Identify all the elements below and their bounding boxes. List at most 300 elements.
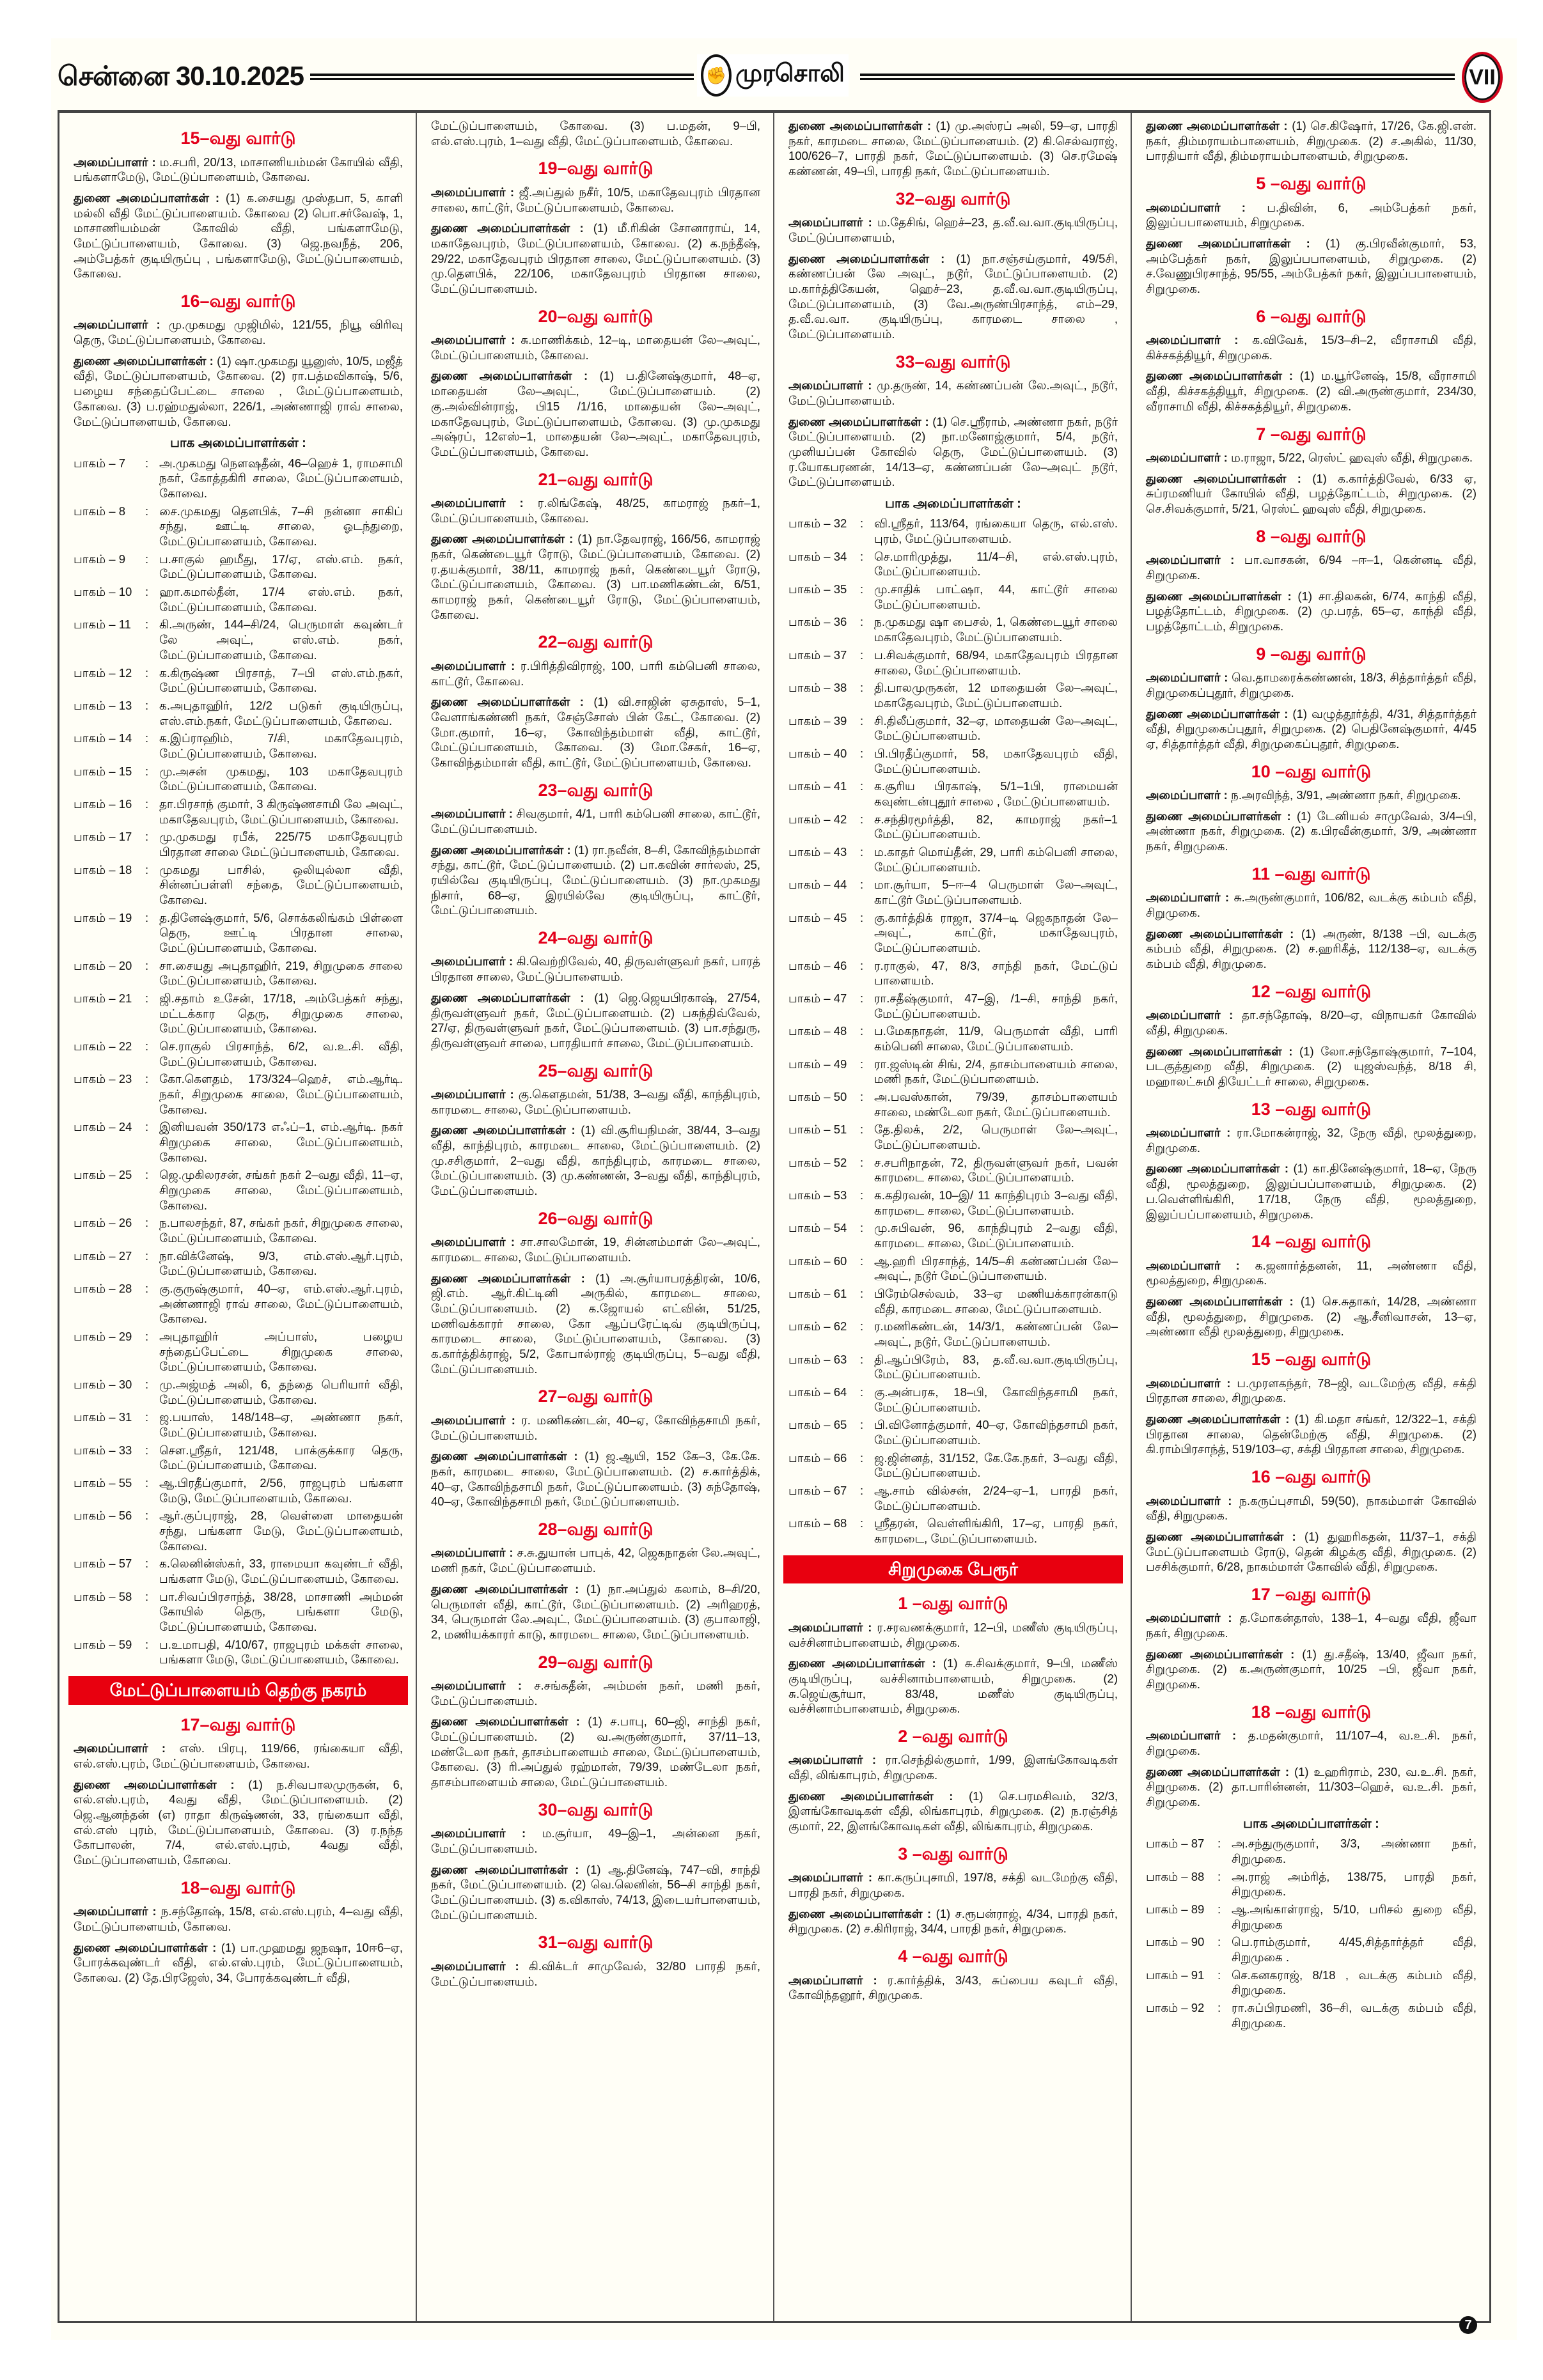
booth-organiser-row — [74, 1508, 403, 1553]
entry-label: துணை அமைப்பாளர்கள் : — [431, 1715, 580, 1729]
organiser-entry — [788, 1752, 1118, 1782]
booth-organiser-details: ப.சிவக்குமார், 68/94, மகாதேவபுரம் பிரதான சாலை, மேட்டுப்பாளையம். — [874, 648, 1118, 677]
entry-label: துணை அமைப்பாளர்கள் : — [1146, 1412, 1290, 1426]
entry-text: (1) நா.சஞ்சய்குமார், 49/5சி, கண்ணப்பன் லே அவுட், நடூர், மேட்டுப்பாளையம். (2) ம.கார்த்திகேயன், ஹெச்–23, த.வீ.வ.வா.குடியிருப்பு, மேட்டுப்பாளையம், (3) வே.அருண்பிரசாந்த், எம்–29, த.வீ.வ.வா. குடியிருப்பு, காரமடை சாலை , மேட்டுப்பாளையம். — [788, 251, 1118, 341]
organiser-entry — [431, 185, 760, 215]
column-4 — [1132, 113, 1489, 2321]
booth-organiser-details: க.லெனின்ஸ்கர், 33, ராமையா கவுண்டர் வீதி, பங்களா மேடு, மேட்டுப்பாளையம், கோவை. — [159, 1557, 403, 1586]
booth-number: பாகம் – 23 — [74, 1072, 132, 1086]
masthead-rule-right — [860, 74, 1455, 80]
ward-heading: 16 –வது வார்டு — [1251, 1466, 1372, 1486]
ward-heading: 32–வது வார்டு — [895, 189, 1011, 208]
booth-number: பாகம் – 18 — [74, 862, 132, 876]
ward-heading: 23–வது வார்டு — [538, 780, 654, 800]
entry-label: அமைப்பாளர் : — [431, 807, 513, 821]
ward-heading: 26–வது வார்டு — [538, 1208, 654, 1228]
entry-text: (1) சு.சிவக்குமார், 9–பி, மணீஸ் குடியிருப்பு, வச்சினாம்பாளையம், சிறுமுகை. (2) சு.ஜெய்சூர்யா, 83/48, மணீஸ் குடியிருப்பு, வச்சினாம்பாளையம், சிறுமுகை. — [788, 1656, 1118, 1716]
entry-label: துணை அமைப்பாளர்கள் : — [431, 695, 584, 709]
booth-organiser-row — [74, 862, 403, 908]
entry-label: அமைப்பாளர் : — [431, 1087, 514, 1101]
entry-label: அமைப்பாளர் : — [431, 1235, 515, 1249]
booth-organiser-details: கி.அருண், 144–சி/24, பெருமாள் கவுண்டர் லே அவுட், எஸ்.எம். நகர், மேட்டுப்பாளையம், கோவை. — [159, 618, 403, 662]
separator: : — [1218, 2001, 1221, 2015]
booth-organiser-details: ப.சாகுல் ஹமீது, 17/ஏ, எஸ்.எம். நகர், மேட்டுப்பாளையம், கோவை. — [159, 552, 403, 581]
deputy-organisers-entry — [788, 118, 1118, 179]
entry-label: அமைப்பாளர் : — [788, 215, 872, 229]
booth-number: பாகம் – 60 — [788, 1254, 847, 1268]
entry-label: துணை அமைப்பாளர்கள் : — [431, 1449, 578, 1463]
entry-text: (1) க.கார்த்திவேல், 6/33 ஏ, சுப்ரமணியர் கோயில் வீதி, பழத்தோட்டம், சிறுமுகை. (2) செ.சிவக்குமார், 5/21, ரெஸ்ட் ஹவுஸ் வீதி, சிறுமுகை. — [1146, 471, 1476, 516]
entry-text: (1) ஷா.முகமது யூனுஸ், 10/5, மஜீத் வீதி, மேட்டுப்பாளையம், கோவை. (2) ரா.பத்மவிகாஷ், 5/6, பழைய சந்தைப்பேட்டை சாலை , மேட்டுப்பாளையம், கோவை. (3) ப.ரஹ்மதுல்லா, 226/1, அண்ணாஜி ராவ் சாலை, மேட்டுப்பாளையம், கோவை. — [74, 354, 403, 428]
entry-text: (1) செ.ஸ்ரீராம், அண்ணா நகர், நடூர் மேட்டுப்பாளையம். (2) நா.மனோஜ்குமார், 5/4, நடூர், முனியப்பன் கோவில் தெரு, மேட்டுப்பாளையம். (3) ர.யோகபரணன், 14/13–ஏ, கண்ணப்பன் லே–அவுட் நடூர், மேட்டுப்பாளையம். — [788, 414, 1118, 489]
ward-heading: 28–வது வார்டு — [538, 1519, 654, 1539]
entry-label: துணை அமைப்பாளர்கள் : — [1146, 706, 1288, 720]
booth-number: பாகம் – 7 — [74, 456, 126, 470]
entry-label: துணை அமைப்பாளர்கள் : — [1146, 1295, 1294, 1309]
booth-number: பாகம் – 9 — [74, 552, 126, 566]
booth-organiser-row — [788, 1089, 1118, 1119]
booth-number: பாகம் – 59 — [74, 1637, 132, 1651]
booth-organiser-details: மு.முகமது ரபீக், 225/75 மகாதேவபுரம் பிரதான சாலை மேட்டுப்பாளையம், கோவை. — [159, 830, 403, 859]
booth-organiser-details: நா.விக்னேஷ், 9/3, எம்.எஸ்.ஆர்.புரம், மேட்டுப்பாளையம், கோவை. — [159, 1248, 403, 1278]
deputy-organisers-entry — [1146, 1294, 1476, 1339]
entry-text: (1) கி.மதா சங்கர், 12/322–1, சக்தி பிரதான சாலை, தென்மேற்கு வீதி, சிறுமுகை. (2) கி.ராம்பிரசாந்த், 519/103–ஏ, சக்தி பிரதான சாலை, சிறுமுகை. — [1146, 1412, 1477, 1456]
booth-number: பாகம் – 65 — [788, 1418, 847, 1432]
deputy-organisers-entry — [1146, 926, 1476, 972]
booth-organiser-details: செ.ராகுல் பிரசாந்த், 6/2, வ.உ.சி. வீதி, மேட்டுப்பாளையம், கோவை. — [159, 1039, 403, 1068]
separator: : — [860, 648, 864, 662]
booth-number: பாகம் – 11 — [74, 618, 131, 632]
booth-organiser-details: கு.குருஷ்குமார், 40–ஏ, எம்.எஸ்.ஆர்.புரம், அண்ணாஜி ராவ் சாலை, மேட்டுப்பாளையம், கோவை. — [159, 1282, 403, 1326]
section-subheading: பாக அமைப்பாளர்கள் : — [885, 496, 1021, 511]
separator: : — [860, 1418, 864, 1432]
page-number: 7 — [1459, 2316, 1477, 2334]
entry-label: துணை அமைப்பாளர்கள் : — [788, 1656, 936, 1670]
booth-number: பாகம் – 8 — [74, 504, 126, 518]
booth-organiser-details: அ.பவஸ்கான், 79/39, தாசம்பாளையம் சாலை, மண்டேலா நகர், மேட்டுப்பாளையம். — [874, 1089, 1118, 1119]
booth-organiser-row — [788, 1385, 1118, 1415]
separator: : — [145, 797, 149, 811]
booth-number: பாகம் – 35 — [788, 582, 847, 596]
separator: : — [145, 504, 149, 518]
deputy-organisers-entry — [431, 531, 760, 622]
entry-text: சிவகுமார், 4/1, பாரி கம்பெனி சாலை, காட்டூர், மேட்டுப்பாளையம். — [431, 807, 761, 836]
entry-label: துணை அமைப்பாளர்கள் : — [431, 1271, 585, 1285]
booth-number: பாகம் – 32 — [788, 517, 847, 531]
entry-label: அமைப்பாளர் : — [1146, 1376, 1231, 1390]
entry-text: ம.சபரி, 20/13, மாசாணியம்மன் கோயில் வீதி, பங்களாமேடு, மேட்டுப்பாளையம், கோவை. — [74, 155, 403, 184]
entry-label: துணை அமைப்பாளர்கள் : — [1146, 1647, 1295, 1661]
ward-heading: 6 –வது வார்டு — [1256, 306, 1367, 326]
booth-organiser-row — [74, 991, 403, 1036]
entry-text: தா.சந்தோஷ், 8/20–ஏ, விநாயகர் கோவில் வீதி, சிறுமுகை. — [1146, 1008, 1477, 1037]
booth-organiser-details: ஜி.சதாம் உசேன், 17/18, அம்பேத்கர் சந்து, மட்டக்கார தெரு, சிறுமுகை சாலை, மேட்டுப்பாளையம், கோவை. — [159, 991, 403, 1036]
entry-text: த.மதன்குமார், 11/107–4, வ.உ.சி. நகர், சிறுமுகை. — [1146, 1729, 1476, 1758]
booth-organiser-details: க.கிருஷ்ண பிரசாத், 7–பி எஸ்.எம்.நகர், மேட்டுப்பாளையம், கோவை. — [159, 665, 403, 695]
entry-label: அமைப்பாளர் : — [74, 155, 156, 169]
separator: : — [860, 1385, 864, 1399]
entry-label: துணை அமைப்பாளர்கள் : — [1146, 1764, 1290, 1778]
booth-organiser-row — [74, 698, 403, 728]
entry-label: அமைப்பாளர் : — [1146, 891, 1230, 905]
organiser-entry — [788, 1870, 1118, 1900]
separator: : — [860, 1319, 864, 1334]
entry-text: கா.கருப்புசாமி, 197/8, சக்தி வடமேற்கு வீதி, பாரதி நகர், சிறுமுகை. — [788, 1871, 1118, 1900]
booth-organiser-details: ஜ.ஜின்னத், 31/152, கே.கே.நகர், 3–வது வீதி, மேட்டுப்பாளையம். — [874, 1451, 1118, 1480]
separator: : — [860, 549, 864, 563]
entry-label: துணை அமைப்பாளர்கள் : — [431, 221, 584, 235]
deputy-organisers-entry — [788, 414, 1118, 490]
entry-text: (1) நா.அப்துல் கலாம், 8–சி/20, பெருமாள் வீதி, காட்டூர், மேட்டுப்பாளையம். (2) அரிஹரத், 34, பெருமாள் லே.அவுட், மேட்டுப்பாளையம். (3) குபாலாஜி, 2, மணியக்காரர் காடு, காரமடை சாலை, மேட்டுப்பாளையம். — [431, 1582, 760, 1641]
organiser-entry — [431, 658, 760, 688]
booth-organiser-details: ஆ.அங்காள்ராஜ், 5/10, பரிசல் துறை வீதி, சிறுமுகை — [1232, 1902, 1476, 1931]
booth-organiser-details: முகமது பாசில், ஒலியுல்லா வீதி, சின்னப்பள்ளி சந்தை, மேட்டுப்பாளையம், கோவை. — [159, 862, 403, 906]
booth-organiser-row — [788, 1220, 1118, 1250]
ward-heading: 10 –வது வார்டு — [1251, 761, 1372, 781]
entry-label: துணை அமைப்பாளர்கள் : — [1146, 809, 1291, 823]
booth-number: பாகம் – 37 — [788, 648, 847, 662]
logo-text: முரசொலி — [735, 60, 845, 87]
booth-number: பாகம் – 19 — [74, 910, 132, 924]
separator: : — [145, 618, 149, 632]
section-subheading: பாக அமைப்பாளர்கள் : — [1243, 1816, 1379, 1831]
booth-organiser-details: ஆ.ஹரி பிரசாந்த், 14/5–சி கண்ணப்பன் லே–அவுட், நடூர் மேட்டுப்பாளையம். — [874, 1254, 1118, 1283]
booth-organiser-details: செ.மாரிமுத்து, 11/4–சி, எல்.எஸ்.புரம், மேட்டுப்பாளையம். — [874, 549, 1118, 579]
separator: : — [860, 1089, 864, 1103]
booth-organiser-row — [788, 648, 1118, 678]
separator: : — [860, 1254, 864, 1268]
entry-label: துணை அமைப்பாளர்கள் : — [74, 1940, 217, 1954]
booth-organiser-row — [788, 991, 1118, 1021]
entry-label: துணை அமைப்பாளர்கள் : — [74, 354, 214, 368]
booth-organiser-row — [74, 665, 403, 696]
booth-organiser-row — [788, 1023, 1118, 1054]
ward-heading: 5 –வது வார்டு — [1256, 174, 1367, 194]
booth-organiser-details: மா.சூர்யா, 5–ஈ–4 பெருமாள் லே–அவுட், காட்டூர் மேட்டுப்பாளையம். — [874, 878, 1118, 906]
booth-number: பாகம் – 28 — [74, 1282, 132, 1296]
entry-text: ம.ராஜா, 5/22, ரெஸ்ட் ஹவுஸ் வீதி, சிறுமுகை. — [1230, 451, 1473, 465]
booth-organiser-details: அ.ராஜ் அம்ரித், 138/75, பாரதி நகர், சிறுமுகை. — [1232, 1869, 1476, 1899]
organiser-entry — [1146, 1376, 1476, 1406]
booth-organiser-row — [788, 910, 1118, 956]
booth-organiser-row — [74, 1167, 403, 1213]
entry-label: துணை அமைப்பாளர்கள் : — [431, 532, 574, 546]
booth-organiser-details: பிரேம்செல்வம், 33–ஏ மணியக்காரன்காடு வீதி, காரமடை சாலை, மேட்டுப்பாளையம். — [874, 1287, 1118, 1316]
booth-organiser-row — [788, 1286, 1118, 1316]
booth-organiser-details: ப.உமாபதி, 4/10/67, ராஜபுரம் மக்கள் சாலை, பங்களா மேடு, மேட்டுப்பாளையம், கோவை. — [159, 1637, 403, 1667]
entry-label: அமைப்பாளர் : — [431, 658, 515, 673]
entry-label: அமைப்பாளர் : — [431, 185, 515, 199]
separator: : — [860, 713, 864, 727]
entry-label: துணை அமைப்பாளர்கள் : — [788, 119, 932, 132]
booth-number: பாகம் – 33 — [74, 1443, 132, 1457]
booth-organiser-row — [788, 877, 1118, 907]
entry-text: (1) ச.பாபு, 60–ஜி, சாந்தி நகர், மேட்டுப்பாளையம். (2) வ.அருண்குமார், 37/11–13, மண்டேலா நகர், தாசம்பாளையம் சாலை, மேட்டுப்பாளையம், கோவை. (3) ரி.அப்துல் ரஹ்மான், 79/39, மண்டேலா நகர், தாசம்பாளையம் சாலை, மேட்டுப்பாளையம். — [431, 1715, 760, 1789]
organiser-entry — [1146, 1258, 1476, 1288]
entry-text: ர.லிங்கேஷ், 48/25, காமராஜ் நகர்–1, மேட்டுப்பாளையம், கோவை. — [431, 496, 761, 525]
separator: : — [860, 779, 864, 793]
organiser-entry — [1146, 1007, 1476, 1038]
entry-text: (1) வி.சூரியநிமன், 38/44, 3–வது வீதி, காந்திபுரம், காரமடை சாலை, மேட்டுப்பாளையம். (2) மு.சசிகுமார், 2–வது வீதி, காந்திபுரம், காரமடை சாலை, மேட்டுப்பாளையம். (3) மு.கண்ணன், 3–வது வீதி, காந்திபுரம், மேட்டுப்பாளையம். — [431, 1123, 760, 1198]
entry-label: அமைப்பாளர் : — [74, 1741, 166, 1755]
booth-number: பாகம் – 10 — [74, 585, 132, 599]
entry-label: துணை அமைப்பாளர்கள் : — [788, 251, 945, 265]
booth-number: பாகம் – 87 — [1146, 1837, 1205, 1851]
entry-text: ர.சரவணக்குமார், 12–பி, மணீஸ் குடியிருப்பு, வச்சினாம்பாளையம், சிறுமுகை. — [788, 1620, 1118, 1649]
separator: : — [860, 910, 864, 924]
booth-organiser-row — [74, 584, 403, 614]
booth-organiser-details: க.இப்ராஹிம், 7/சி, மகாதேவபுரம், மேட்டுப்பாளையம், கோவை. — [159, 731, 403, 760]
separator: : — [145, 1039, 149, 1053]
entry-label: அமைப்பாளர் : — [1146, 1729, 1237, 1743]
booth-number: பாகம் – 58 — [74, 1589, 132, 1603]
entry-text: (1) அருண், 8/138 –பி, வடக்கு கம்பம் வீதி, சிறுமுகை. (2) ச.ஹரிகீத், 112/138–ஏ, வடக்கு கம்பம் வீதி, சிறுமுகை. — [1146, 926, 1477, 971]
booth-organiser-row — [74, 764, 403, 794]
ward-heading: 31–வது வார்டு — [538, 1933, 654, 1952]
booth-organiser-details: ஆ.சாம் வில்சன், 2/24–ஏ–1, பாரதி நகர், மேட்டுப்பாளையம். — [874, 1484, 1118, 1513]
deputy-organisers-entry — [1146, 1161, 1476, 1222]
booth-organiser-details: பெ.ராம்குமார், 4/45,சித்தார்த்தர் வீதி, சிறுமுகை . — [1232, 1935, 1476, 1964]
deputy-organisers-entry — [788, 1789, 1118, 1834]
organiser-entry — [431, 1413, 760, 1443]
deputy-organisers-entry — [431, 990, 760, 1051]
booth-organiser-details: ந.முகமது ஷா பைசல், 1, கெண்டையூர் சாலை மகாதேவபுரம், மேட்டுப்பாளையம். — [874, 615, 1118, 644]
entry-text: எஸ். பிரபு, 119/66, ரங்கையா வீதி, எல்.எஸ்.புரம், மேட்டுப்பாளையம், கோவை. — [74, 1741, 403, 1770]
entry-label: அமைப்பாளர் : — [1146, 1611, 1232, 1625]
entry-text: ரா.மோகன்ராஜ், 32, நேரு வீதி, மூலத்துறை, சிறுமுகை. — [1146, 1126, 1477, 1155]
separator: : — [145, 1589, 149, 1603]
booth-organiser-details: ந.பாலசந்தர், 87, சங்கர் நகர், சிறுமுகை சாலை, மேட்டுப்பாளையம், கோவை. — [159, 1216, 403, 1245]
separator: : — [145, 1248, 149, 1263]
entry-label: துணை அமைப்பாளர்கள் : — [1146, 471, 1301, 485]
entry-text: (1) அ.சூர்யாபரத்திரன், 10/6, ஜி.எம். ஆர்.கிட்டினி அருகில், காரமடை சாலை, மேட்டுப்பாளையம். (2) க.ஜோயல் எட்வின், 51/25, மணிவக்காரர் சாலை, கோ ஆப்பரேட்டிவ் குடியிருப்பு, காரமடை சாலை, மேட்டுப்பாளையம், கோவை. (3) க.கார்த்திக்ராஜ், 5/2, கோபால்ராஜ் குடியிருப்பு, 5–வது வீதி, மேட்டுப்பாளையம். — [431, 1271, 760, 1376]
booth-organiser-row — [788, 1155, 1118, 1185]
ward-heading: 18–வது வார்டு — [180, 1878, 296, 1897]
entry-text: (1) செ.சுதாகர், 14/28, அண்ணா வீதி, மூலத்துறை, சிறுமுகை. (2) ஆ.சீனிவாசன், 13–ஏ, அண்ணா வீதி மூலத்துறை, சிறுமுகை. — [1146, 1295, 1477, 1339]
booth-organiser-row — [74, 1329, 403, 1374]
entry-label: துணை அமைப்பாளர்கள் : — [431, 843, 571, 857]
ward-heading: 2 –வது வார்டு — [898, 1726, 1008, 1746]
entry-label: அமைப்பாளர் : — [431, 1826, 526, 1840]
entry-text: (1) ரா.நவீன், 8–சி, கோவிந்தம்மாள் சந்து, காட்டூர், மேட்டுப்பாளையம். (2) பா.கவின் சார்லஸ், 25, ரயில்வே குடியிருப்பு, மேட்டுப்பாளையம். (3) நா.முகமது நிசார், 68–ஏ, இரயில்வே குடியிருப்பு, காட்டூர், மேட்டுப்பாளையம். — [431, 843, 760, 917]
organiser-entry — [431, 806, 760, 836]
organiser-entry — [1146, 788, 1476, 803]
ward-heading: 8 –வது வார்டு — [1256, 526, 1367, 546]
column-2 — [417, 113, 774, 2321]
booth-organiser-details: கு.அன்பரசு, 18–பி, கோவிந்தசாமி நகர், மேட்டுப்பாளையம். — [874, 1385, 1118, 1414]
masthead-rule-left — [310, 74, 694, 80]
entry-text: ச.சு.துயான் பாபுக், 42, ஜெகநாதன் லே.அவுட், மணி நகர், மேட்டுப்பாளையம். — [431, 1546, 761, 1575]
booth-organiser-details: ச.சந்திரமூர்த்தி, 82, காமராஜ் நகர்–1 மேட்டுப்பாளையம். — [874, 812, 1118, 841]
entry-label: அமைப்பாளர் : — [431, 1413, 515, 1427]
entry-text: கி.வெற்றிவேல், 40, திருவள்ளுவர் நகர், பாரத் பிரதான சாலை, மேட்டுப்பாளையம். — [431, 954, 761, 984]
entry-label: துணை அமைப்பாளர்கள் : — [788, 414, 929, 428]
booth-organiser-details: தி.ஆப்பிரேம், 83, த.வீ.வ.வா.குடியிருப்பு, மேட்டுப்பாளையம். — [874, 1352, 1118, 1381]
booth-organiser-details: சௌ.ஸ்ரீதர், 121/48, பாக்குக்கார தெரு, மேட்டுப்பாளையம், கோவை. — [159, 1443, 403, 1472]
separator: : — [1218, 1837, 1221, 1851]
separator: : — [860, 746, 864, 760]
entry-text: (1) செ.பரமசிவம், 32/3, இளங்கோவடிகள் வீதி, லிங்காபுரம், சிறுமுகை. (2) ந.ரஞ்சித் குமார், 22, இளங்கோவடிகள் வீதி, லிங்காபுரம், சிறுமுகை. — [788, 1789, 1118, 1833]
booth-organiser-details: ர.மணிகண்டன், 14/3/1, கண்ணப்பன் லே–அவுட், நடூர், மேட்டுப்பாளையம். — [874, 1319, 1118, 1349]
booth-organiser-row — [74, 1039, 403, 1069]
deputy-organisers-entry — [1146, 1764, 1476, 1810]
entry-text: (1) ச.ரூபன்ராஜ், 4/34, பாரதி நகர், சிறுமுகை. (2) ச.கிரிராஜ், 34/4, பாரதி நகர், சிறுமுகை. — [788, 1906, 1118, 1936]
booth-organiser-row — [788, 1254, 1118, 1284]
ward-heading: 24–வது வார்டு — [538, 928, 654, 947]
booth-organiser-row — [788, 1516, 1118, 1546]
booth-organiser-row — [74, 1119, 403, 1165]
booth-number: பாகம் – 22 — [74, 1039, 132, 1053]
entry-text: (1) லோ.சந்தோஷ்குமார், 7–104, படகுத்துறை வீதி, சிறுமுகை. (2) யுஜஸ்வந்த், 8/18 சி, மஹாலட்சுமி தியேட்டர் சாலை, சிறுமுகை. — [1146, 1044, 1476, 1088]
booth-organiser-details: சி.திலீப்குமார், 32–ஏ, மாதையன் லே–அவுட், மேட்டுப்பாளையம். — [874, 713, 1118, 743]
organiser-entry — [1146, 890, 1476, 920]
booth-number: பாகம் – 15 — [74, 764, 132, 778]
booth-organiser-details: தே.திலக், 2/2, பெருமாள் லே–அவுட், மேட்டுப்பாளையம். — [874, 1123, 1118, 1151]
entry-text: ந.கருப்புசாமி, 59(50), நாகம்மாள் கோவில் வீதி, சிறுமுகை. — [1146, 1493, 1477, 1523]
booth-organiser-row — [74, 552, 403, 582]
separator: : — [860, 1352, 864, 1366]
organiser-entry — [1146, 1125, 1476, 1155]
organiser-entry — [788, 1620, 1118, 1650]
deputy-organisers-entry — [1146, 809, 1476, 854]
ward-heading: 1 –வது வார்டு — [898, 1594, 1008, 1614]
entry-text: ரா.செந்தில்குமார், 1/99, இளங்கோவடிகள் வீதி, லிங்காபுரம், சிறுமுகை. — [788, 1753, 1118, 1782]
booth-number: பாகம் – 91 — [1146, 1968, 1205, 1982]
organiser-entry — [788, 1973, 1118, 2003]
entry-label: அமைப்பாளர் : — [1146, 1008, 1234, 1022]
booth-organiser-details: ரா.ஜஸ்டின் சிங், 2/4, தாசம்பாளையம் சாலை, மணி நகர், மேட்டுப்பாளையம். — [874, 1057, 1118, 1086]
entry-label: அமைப்பாளர் : — [1146, 1493, 1232, 1507]
entry-text: ந.அரவிந்த், 3/91, அண்ணா நகர், சிறுமுகை. — [1230, 788, 1461, 802]
deputy-organisers-entry — [431, 1714, 760, 1789]
separator: : — [145, 731, 149, 745]
organiser-entry — [788, 215, 1118, 245]
entry-label: துணை அமைப்பாளர்கள் : — [431, 1582, 579, 1596]
entry-text: மு.தருண், 14, கண்ணப்பன் லே.அவுட், நடூர், மேட்டுப்பாளையம். — [788, 378, 1118, 407]
organiser-entry — [1146, 200, 1476, 230]
booth-number: பாகம் – 50 — [788, 1089, 847, 1103]
entry-label: துணை அமைப்பாளர்கள் : — [431, 990, 584, 1004]
booth-organiser-row — [74, 1443, 403, 1473]
booth-number: பாகம் – 38 — [788, 681, 847, 695]
booth-number: பாகம் – 62 — [788, 1319, 847, 1334]
separator: : — [145, 1557, 149, 1571]
entry-label: துணை அமைப்பாளர்கள் : — [431, 1862, 579, 1876]
organiser-entry — [74, 317, 403, 347]
booth-number: பாகம் – 63 — [788, 1352, 847, 1366]
deputy-organisers-entry — [1146, 236, 1476, 297]
separator: : — [145, 830, 149, 844]
booth-number: பாகம் – 88 — [1146, 1869, 1205, 1883]
entry-text: (1) க.சையது முஸ்தபா, 5, காளி மல்லி வீதி மேட்டுப்பாளையம். கோவை (2) பொ.சர்வேஷ், 1, மாசாணியம்மன் கோவில் வீதி, பங்களாமேடு, மேட்டுப்பாளையம், கோவை. (3) ஜெ.நவநீத், 206, அம்பேத்கர் குடியிருப்பு , பங்களாமேடு, மேட்டுப்பாளையம், கோவை. — [74, 191, 403, 281]
booth-number: பாகம் – 51 — [788, 1123, 847, 1137]
booth-organiser-details: மு.அசன் முகமது, 103 மகாதேவபுரம் மேட்டுப்பாளையம், கோவை. — [159, 764, 403, 793]
booth-number: பாகம் – 67 — [788, 1484, 847, 1498]
booth-number: பாகம் – 41 — [788, 779, 847, 793]
booth-organiser-row — [788, 1188, 1118, 1218]
booth-organiser-details: த.தினேஷ்குமார், 5/6, சொக்கலிங்கம் பிள்ளை தெரு, ஊட்டி பிரதான சாலை, மேட்டுப்பாளையம், கோவை. — [159, 910, 403, 954]
booth-number: பாகம் – 54 — [788, 1221, 847, 1235]
deputy-organisers-entry — [1146, 1529, 1476, 1575]
entry-label: துணை அமைப்பாளர்கள் : — [74, 191, 220, 205]
booth-organiser-details: பி.வினோத்குமார், 40–ஏ, கோவிந்தசாமி நகர், மேட்டுப்பாளையம். — [874, 1418, 1118, 1447]
entry-text: (1) சா.திலகன், 6/74, காந்தி வீதி, பழத்தோட்டம், சிறுமுகை. (2) மு.பரத், 65–ஏ, காந்தி வீதி, பழத்தோட்டம், சிறுமுகை. — [1146, 589, 1477, 633]
deputy-organisers-entry — [431, 843, 760, 918]
section-subheading: பாக அமைப்பாளர்கள் : — [170, 436, 306, 451]
booth-organiser-row — [788, 1122, 1118, 1152]
entry-text: (1) துஹரிகதன், 11/37–1, சக்தி மேட்டுப்பாளையம் ரோடு, தென் கிழக்கு வீதி, சிறுமுகை. (2) பசசிக்குமார், 6/28, நாகம்மாள் கோவில் வீதி, சிறுமுகை. — [1146, 1529, 1476, 1574]
entry-label: அமைப்பாளர் : — [1146, 553, 1235, 567]
entry-label: துணை அமைப்பாளர்கள் : — [1146, 119, 1288, 132]
masthead — [58, 54, 1503, 99]
organiser-entry — [431, 1826, 760, 1856]
organiser-entry — [431, 332, 760, 362]
booth-organiser-details: க.அபுதாஹிர், 12/2 படுகர் குடியிருப்பு, எஸ்.எம்.நகர், மேட்டுப்பாளையம், கோவை. — [159, 698, 403, 727]
booth-organiser-row — [788, 1057, 1118, 1087]
booth-organiser-details: ஜ.பயாஸ், 148/148–ஏ, அண்ணா நகர், மேட்டுப்பாளையம், கோவை. — [159, 1410, 403, 1440]
separator: : — [860, 1155, 864, 1169]
entry-text: க.ஜனார்த்தனன், 11, அண்ணா வீதி, மூலத்துறை, சிறுமுகை. — [1146, 1258, 1477, 1287]
entry-label: துணை அமைப்பாளர்கள் : — [1146, 236, 1310, 250]
booth-organiser-row — [74, 1377, 403, 1407]
separator: : — [145, 910, 149, 924]
booth-number: பாகம் – 13 — [74, 698, 132, 712]
entry-text: த.மோகன்தாஸ், 138–1, 4–வது வீதி, ஜீவா நகர், சிறுமுகை. — [1146, 1611, 1477, 1640]
booth-organiser-row — [788, 516, 1118, 546]
booth-organiser-details: ரா.சுப்பிரமணி, 36–சி, வடக்கு கம்பம் வீதி, சிறுமுகை. — [1232, 2001, 1476, 2030]
booth-number: பாகம் – 57 — [74, 1557, 132, 1571]
booth-organiser-row — [1146, 1869, 1476, 1899]
deputy-organisers-entry — [431, 221, 760, 296]
entry-text: கு.கௌதமன், 51/38, 3–வது வீதி, காந்திபுரம், காரமடை சாலை, மேட்டுப்பாளையம். — [431, 1087, 760, 1116]
entry-text: (1) செ.கிஷோர், 17/26, கே.ஜி.என். நகர், திம்மராயம்பாளையம், சிறுமுகை. (2) ச.அகில், 11/30, பாரதியார் வீதி, திம்மராயம்பாளையம், சிறுமுகை. — [1146, 119, 1476, 163]
entry-text: ந.சந்தோஷ், 15/8, எல்.எஸ்.புரம், 4–வது வீதி, மேட்டுப்பாளையம், கோவை. — [74, 1904, 403, 1933]
organiser-entry — [1146, 450, 1476, 465]
column-3 — [774, 113, 1132, 2321]
entry-label: அமைப்பாளர் : — [788, 1620, 872, 1634]
separator: : — [1218, 1902, 1221, 1916]
columns-frame — [58, 110, 1491, 2323]
booth-number: பாகம் – 34 — [788, 549, 847, 563]
booth-number: பாகம் – 29 — [74, 1330, 132, 1344]
booth-organiser-row — [74, 1281, 403, 1326]
booth-organiser-row — [74, 910, 403, 956]
booth-organiser-details: ரா.சதீஷ்குமார், 47–இ, /1–சி, சாந்தி நகர், மேட்டுப்பாளையம். — [874, 991, 1118, 1020]
booth-number: பாகம் – 47 — [788, 991, 847, 1005]
booth-number: பாகம் – 26 — [74, 1216, 132, 1230]
entry-text: மேட்டுப்பாளையம், கோவை. (3) ப.மதன், 9–பி, எல்.எஸ்.புரம், 1–வது வீதி, மேட்டுப்பாளையம், கோவை. — [431, 119, 760, 148]
entry-text: (1) ப.தினேஷ்குமார், 48–ஏ, மாதையன் லே–அவுட், மேட்டுப்பாளையம். (2) கு.அல்வின்ராஜ், பி15 /1/16, மாதையன் லே–அவுட், மகாதேவபுரம், மேட்டுப்பாளையம், கோவை. (3) மு.முகமது அஷ்ரப், 12எஸ்–1, மாதையன் லே–அவுட், மகாதேவபுரம், மேட்டுப்பாளையம், கோவை. — [431, 369, 761, 458]
booth-organiser-details: மு.சுபிவன், 96, காந்திபுரம் 2–வது வீதி, காரமடை சாலை, மேட்டுப்பாளையம். — [874, 1221, 1118, 1250]
organiser-entry — [431, 118, 760, 148]
ward-heading: 12 –வது வார்டு — [1251, 981, 1372, 1001]
booth-organiser-row — [788, 1319, 1118, 1349]
separator: : — [145, 1378, 149, 1392]
booth-organiser-row — [74, 1475, 403, 1505]
entry-label: அமைப்பாளர் : — [74, 1904, 157, 1918]
booth-number: பாகம் – 17 — [74, 830, 132, 844]
entry-label: அமைப்பாளர் : — [1146, 671, 1228, 685]
booth-number: பாகம் – 25 — [74, 1168, 132, 1182]
booth-organiser-row — [788, 1352, 1118, 1382]
newspaper-logo — [697, 54, 849, 97]
organiser-entry — [1146, 670, 1476, 700]
booth-organiser-row — [788, 812, 1118, 842]
separator: : — [145, 862, 149, 876]
booth-organiser-details: அபுதாஹிர் அப்பாஸ், பழைய சந்தைப்பேட்டை சிறுமுகை சாலை, மேட்டுப்பாளையம், கோவை. — [159, 1330, 403, 1374]
entry-text: (1) நா.தேவராஜ், 166/56, காமராஜ் நகர், கெண்டையூர் ரோடு, மேட்டுப்பாளையம், கோவை. (2) ர.தயக்குமார், 38/11, காமராஜ் நகர், கெண்டையூர் ரோடு, மேட்டுப்பாளையம், கோவை. (3) பா.மணிகண்டன், 6/51, காமராஜ் நகர், கெண்டையூர் ரோடு, மேட்டுப்பாளையம், கோவை. — [431, 532, 760, 621]
booth-organiser-details: க.கதிரவன், 10–இ/ 11 காந்திபுரம் 3–வது வீதி, காரமடை சாலை, மேட்டுப்பாளையம். — [874, 1188, 1118, 1217]
